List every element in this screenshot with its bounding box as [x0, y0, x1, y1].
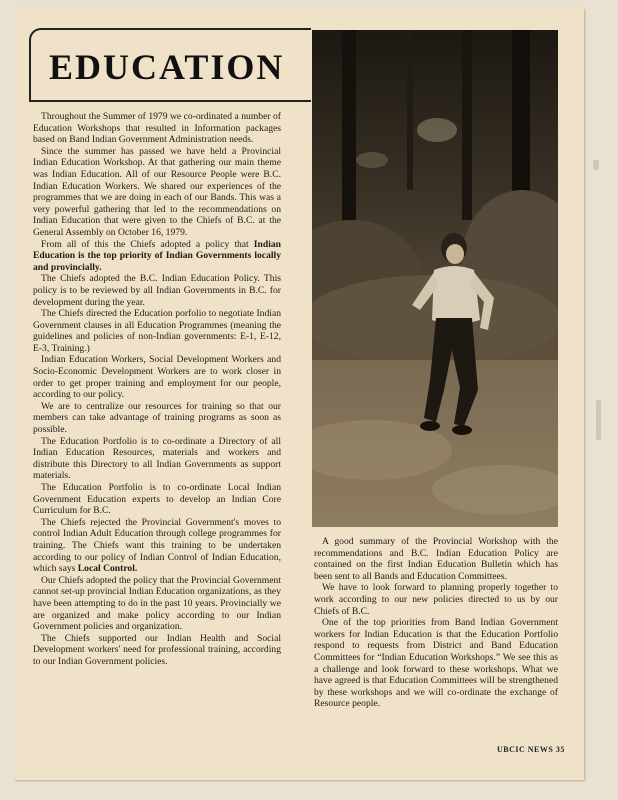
paragraph: We are to centralize our resources for training so that our members can take advantage of training programs as soon as possible.	[33, 400, 281, 436]
scan-speck	[596, 400, 601, 440]
right-column	[314, 536, 558, 710]
page-title: EDUCATION	[49, 47, 285, 87]
paragraph	[33, 517, 281, 575]
paragraph-text: From all of this the Chiefs adopted a policy that	[41, 238, 254, 250]
paragraph: The Education Portfolio is to co-ordinate a Directory of all Indian Education Resources, materials and workers and distribute this Directory to all Indian Governments as support materials.	[33, 435, 281, 482]
left-column	[33, 111, 281, 668]
paragraph: The Chiefs adopted the B.C. Indian Education Policy. This policy is to be reviewed by all Indian Governments in B.C. for development during the year.	[33, 273, 281, 308]
paragraph: Throughout the Summer of 1979 we co-ordinated a number of Education Workshops that resulted in Information packages based on Band Indian Government Administration needs.	[33, 111, 281, 146]
photo-illustration	[312, 30, 558, 527]
scan-speck	[593, 160, 599, 170]
paragraph: We have to look forward to planning properly together to work according to our new policies directed to us by our Chiefs of B.C.	[314, 582, 558, 617]
paragraph	[33, 239, 281, 274]
paragraph-bold-text: Indian Education is the top priority of Indian Governments locally and provincially.	[33, 238, 281, 273]
paragraph: The Education Portfolio is to co-ordinate Local Indian Government Education experts to develop an Indian Core Curriculum for B.C.	[33, 482, 281, 517]
page-footer: UBCIC NEWS 35	[497, 745, 565, 754]
photo-child-walking	[312, 30, 558, 527]
paragraph: The Chiefs directed the Education porfolio to negotiate Indian Government clauses in all Education Programmes (meaning the guidelines and policies of non-Indian governments: E-1, E-12, E-3, Training.)	[33, 308, 281, 354]
paragraph-bold-text: Local Control.	[77, 563, 138, 575]
paragraph: A good summary of the Provincial Workshop with the recommendations and B.C. Indian Education Policy are contained on the first Indian Education Bulletin which has been sent to all Bands and Education Committees.	[314, 536, 558, 582]
paragraph: Since the summer has passed we have held a Provincial Indian Education Workshop. At that gathering our main theme was Indian Education. All of our Resource People were B.C. Indian Education Workers. We shared our experiences of the programmes that we are doing in each of our Bands. This was a very powerful gathering that led to the recommendations on Indian Education that were given to the Chiefs of B.C. at the General Assembly on October 16, 1979.	[33, 145, 281, 238]
paragraph: One of the top priorities from Band Indian Government workers for Indian Education is that the Education Portfolio respond to requests from District and Band Education Committees for “Indian Education Workshops.” We see this as a challenge and look forward to these workshops. What we have agreed is that Education Committees will be strengthened by these workshops and we will co-ordinate the exchange of Resource people.	[314, 617, 558, 710]
paragraph-text: The Chiefs rejected the Provincial Government's moves to control Indian Adult Education through college programmes for training. The Chiefs want this training to be undertaken according to our policy of Indian Control of Indian Education, which says	[33, 516, 281, 575]
paragraph: The Chiefs supported our Indian Health and Social Development workers' need for professional training, according to our Indian Government policies.	[33, 632, 281, 667]
paragraph: Indian Education Workers, Social Development Workers and Socio-Economic Development Workers are to work closer in order to get proper training and employment for our people, according to our policy.	[33, 354, 281, 401]
paragraph: Our Chiefs adopted the policy that the Provincial Government cannot set-up provincial Indian Education organizations, as they have been attempting to do in the past 10 years. Provincially we are organized and make policy according to our Indian Government policies and organization.	[33, 574, 281, 633]
